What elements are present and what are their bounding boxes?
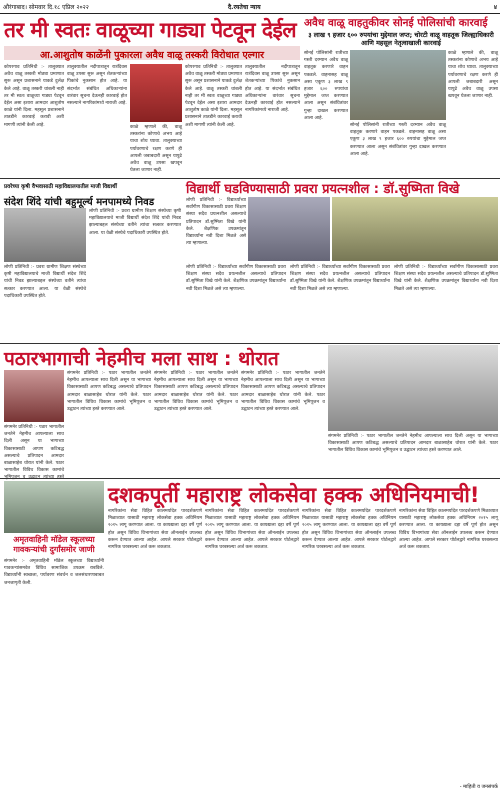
story1-photo (130, 64, 182, 122)
story4-headline: विद्यार्थी घडविण्यासाठी प्रवरा प्रयत्नशील : डॉ.सुष्मिता विखे (186, 182, 460, 197)
story1-col3: काळे म्हणाले की, वाळू तस्करांना कोणाचे अभय आहे याचा शोध घ्यावा. तालुक्याच्या पर्यावरणाचे रक्षण करणे ही आपली जबाबदारी असून यापुढे अवैध वाळू उपसा खपवून घेतला जाणार नाही. (130, 125, 182, 174)
story3-col1: लोणी प्रतिनिधी :- प्रवरा ग्रामीण शिक्षण संस्थेच्या कृषी महाविद्यालयाचे माजी विद्यार्थी संदेश शिंदे यांची निवड झाल्याबद्दल संस्थेच्या वतीने त्यांचा सत्कार करण्यात आला. या वेळी संस्थेचे पदाधिकारी उपस्थित होते. (4, 265, 86, 299)
masthead (0, 0, 500, 14)
divider (0, 478, 500, 479)
story1-subhead-band (4, 46, 300, 60)
story1-col2: तालुक्यातील नदीपात्रातून रात्रंदिवस वाळू उपसा सुरू असून शेतकऱ्यांच्या पिकांचे नुकसान होत आहे. या संदर्भात संबंधित अधिकाऱ्यांना वारंवार सूचना देऊनही कारवाई होत नसल्याने नागरिकांमध्ये नाराजी आहे. (67, 65, 127, 107)
story5-col2: संगमनेर प्रतिनिधी :- पठार भागातील जनतेने नेहमीच आपल्याला साथ दिली असून या भागाच्या विकासासाठी आपण कटिबद्ध असल्याचे प्रतिपादन आमदार बाळासाहेब थोरात यांनी केले. पठार भागातील विविध विकास कामांचे भूमिपूजन व उद्घाटन त्यांच्या हस्ते करण्यात आले. (67, 371, 151, 413)
story5-col5: संगमनेर प्रतिनिधी :- पठार भागातील जनतेने नेहमीच आपल्याला साथ दिली असून या भागाच्या विकासासाठी आपण कटिबद्ध असल्याचे प्रतिपादन आमदार बाळासाहेब थोरात यांनी केले. पठार भागातील विविध विकास कामांचे भूमिपूजन व उद्घाटन त्यांच्या हस्ते करण्यात आले. (328, 434, 498, 454)
story3-col2: लोणी प्रतिनिधी :- प्रवरा ग्रामीण शिक्षण संस्थेच्या कृषी महाविद्यालयाचे माजी विद्यार्थी संदेश शिंदे यांची निवड झाल्याबद्दल संस्थेच्या वतीने त्यांचा सत्कार करण्यात आला. या वेळी संस्थेचे पदाधिकारी उपस्थित होते. (89, 209, 181, 236)
masthead-date: औरंगाबाद। सोमवार दि.१८ एप्रिल २०२२ (3, 4, 89, 11)
story2-col1: सोनई पोलिसांनी रात्रीच्या गस्ती दरम्यान अवैध वाळू वाहतूक करणारे वाहन पकडले. वाहनासह वाळू असा एकूण ३ लाख ९ हजार ६०० रुपयांचा मुद्देमाल जप्त करण्यात आला असून संबंधितांवर गुन्हा दाखल करण्यात आला आहे. (304, 51, 348, 121)
story6-headline: दशकपूर्ती महाराष्ट्र लोकसेवा हक्क अधिनियमाची! (108, 483, 480, 507)
story4-col1: लोणी प्रतिनिधी :- विद्यार्थ्यांच्या सर्वांगीण विकासासाठी प्रवरा शिक्षण संस्था सदैव प्रयत्नशील असल्याचे प्रतिपादन डॉ.सुष्मिता विखे यांनी केले. शैक्षणिक उपक्रमांतून विद्यार्थ्यांना नवी दिशा मिळते असे त्या म्हणाल्या. (186, 198, 246, 247)
story2-col3: काळे म्हणाले की, वाळू तस्करांना कोणाचे अभय आहे याचा शोध घ्यावा. तालुक्याच्या पर्यावरणाचे रक्षण करणे ही आपली जबाबदारी असून यापुढे अवैध वाळू उपसा खपवून घेतला जाणार नाही. (448, 51, 498, 100)
story2-photo (350, 50, 446, 120)
story4-col2: लोणी प्रतिनिधी :- विद्यार्थ्यांच्या सर्वांगीण विकासासाठी प्रवरा शिक्षण संस्था सदैव प्रयत्नशील असल्याचे प्रतिपादन डॉ.सुष्मिता विखे यांनी केले. शैक्षणिक उपक्रमांतून विद्यार्थ्यांना नवी दिशा मिळते असे त्या म्हणाल्या. (186, 265, 286, 292)
story2-headline: अवैध वाळू वाहतुकीवर सोनई पोलिसांची कारवाई (304, 17, 488, 29)
story5-col4: संगमनेर प्रतिनिधी :- पठार भागातील जनतेने नेहमीच आपल्याला साथ दिली असून या भागाच्या विकासासाठी आपण कटिबद्ध असल्याचे प्रतिपादन आमदार बाळासाहेब थोरात यांनी केले. पठार भागातील विविध विकास कामांचे भूमिपूजन व उद्घाटन त्यांच्या हस्ते करण्यात आले. (241, 371, 325, 413)
story5-headline: पठारभागाची नेहमीच मला साथ : थोरात (4, 348, 279, 370)
story3-kicker: प्रवरेच्या कृषी वैभवासाठी महाविद्यालयातील माजी विद्यार्थी (4, 184, 117, 190)
story4-col3: लोणी प्रतिनिधी :- विद्यार्थ्यांच्या सर्वांगीण विकासासाठी प्रवरा शिक्षण संस्था सदैव प्रयत्नशील असल्याचे प्रतिपादन डॉ.सुष्मिता विखे यांनी केले. शैक्षणिक उपक्रमांतून विद्यार्थ्यांना नवी दिशा मिळते असे त्या म्हणाल्या. (290, 265, 390, 292)
story6-byline: - माहिती व जनसंपर्क (459, 784, 498, 790)
story6-col2: नागरिकांना सेवा विहित कालमर्यादेत पारदर्शकपणे मिळाव्यात यासाठी महाराष्ट्र लोकसेवा हक्क अधिनियम २०१५ लागू करण्यात आला. या कायद्याला दहा वर्षे पूर्ण होत असून विविध विभागांच्या सेवा ऑनलाईन उपलब्ध करून देण्यात आल्या आहेत. आपले सरकार पोर्टलद्वारे नागरिक घरबसल्या अर्ज करू शकतात. (205, 509, 299, 551)
story1-subhead: आ.आशुतोष काळेंनी पुकारला अवैध वाळू तस्करी विरोधात एल्गार (39, 50, 265, 61)
story5-col3: संगमनेर प्रतिनिधी :- पठार भागातील जनतेने नेहमीच आपल्याला साथ दिली असून या भागाच्या विकासासाठी आपण कटिबद्ध असल्याचे प्रतिपादन आमदार बाळासाहेब थोरात यांनी केले. पठार भागातील विविध विकास कामांचे भूमिपूजन व उद्घाटन त्यांच्या हस्ते करण्यात आले. (154, 371, 238, 413)
story7-col1: संगमनेर :- अमृतवाहिनी मॉडेल स्कूलच्या विद्यार्थ्यांनी गावकऱ्यांसमवेत विविध सामाजिक उपक्रम राबविले. विद्यार्थ्यांनी स्वच्छता, पर्यावरण संवर्धन व जलसंधारणाबाबत जनजागृती केली. (4, 559, 104, 586)
story2-subhead: ३ लाख ९ हजार ६०० रुपयांचा मुद्देमाल जप्त; चोरटी वाळू वाहतूक जिल्ह्याधिकारी आणि महसूल नेतृत्वाखाली कारवाई (308, 31, 494, 47)
story2-col2: सोनई पोलिसांनी रात्रीच्या गस्ती दरम्यान अवैध वाळू वाहतूक करणारे वाहन पकडले. वाहनासह वाळू असा एकूण ३ लाख ९ हजार ६०० रुपयांचा मुद्देमाल जप्त करण्यात आला असून संबंधितांवर गुन्हा दाखल करण्यात आला आहे. (350, 123, 446, 157)
divider (0, 343, 500, 344)
story6-col1: नागरिकांना सेवा विहित कालमर्यादेत पारदर्शकपणे मिळाव्यात यासाठी महाराष्ट्र लोकसेवा हक्क अधिनियम २०१५ लागू करण्यात आला. या कायद्याला दहा वर्षे पूर्ण होत असून विविध विभागांच्या सेवा ऑनलाईन उपलब्ध करून देण्यात आल्या आहेत. आपले सरकार पोर्टलद्वारे नागरिक घरबसल्या अर्ज करू शकतात. (108, 509, 202, 551)
story1-col1: कोपरगाव प्रतिनिधी :- तालुक्यात अवैध वाळू तस्करी मोठ्या प्रमाणात सुरू असून प्रशासनाने याकडे दुर्लक्ष केले आहे. वाळू तस्करी थांबली नाही तर मी स्वतः वाळूच्या गाड्या पेटवून देईल असा इशारा आमदार आशुतोष काळे यांनी दिला. महसूल प्रशासनाने तातडीने कारवाई करावी अशी मागणी त्यांनी केली आहे. (4, 65, 64, 128)
masthead-title: दै.रयतेचा न्याय (228, 4, 261, 11)
story6-col3: नागरिकांना सेवा विहित कालमर्यादेत पारदर्शकपणे मिळाव्यात यासाठी महाराष्ट्र लोकसेवा हक्क अधिनियम २०१५ लागू करण्यात आला. या कायद्याला दहा वर्षे पूर्ण होत असून विविध विभागांच्या सेवा ऑनलाईन उपलब्ध करून देण्यात आल्या आहेत. आपले सरकार पोर्टलद्वारे नागरिक घरबसल्या अर्ज करू शकतात. (302, 509, 396, 551)
story4-col4: लोणी प्रतिनिधी :- विद्यार्थ्यांच्या सर्वांगीण विकासासाठी प्रवरा शिक्षण संस्था सदैव प्रयत्नशील असल्याचे प्रतिपादन डॉ.सुष्मिता विखे यांनी केले. शैक्षणिक उपक्रमांतून विद्यार्थ्यांना नवी दिशा मिळते असे त्या म्हणाल्या. (394, 265, 498, 292)
story1-col4: कोपरगाव प्रतिनिधी :- तालुक्यात अवैध वाळू तस्करी मोठ्या प्रमाणात सुरू असून प्रशासनाने याकडे दुर्लक्ष केले आहे. वाळू तस्करी थांबली नाही तर मी स्वतः वाळूच्या गाड्या पेटवून देईल असा इशारा आमदार आशुतोष काळे यांनी दिला. महसूल प्रशासनाने तातडीने कारवाई करावी अशी मागणी त्यांनी केली आहे. (185, 65, 242, 128)
story3-headline: संदेश शिंदे यांची बहुमूर्ल्य मनपामध्ये निवड (4, 197, 155, 208)
story5-photo1 (4, 370, 64, 422)
story4-photo2 (332, 197, 498, 261)
story5-col1: संगमनेर प्रतिनिधी :- पठार भागातील जनतेने नेहमीच आपल्याला साथ दिली असून या भागाच्या विकासासाठी आपण कटिबद्ध असल्याचे प्रतिपादन आमदार बाळासाहेब थोरात यांनी केले. पठार भागातील विविध विकास कामांचे (4, 425, 64, 474)
story7-headline: अमृतवाहिनी मॉडेल स्कूलच्या गावकऱ्यांची दुर्गांसमोर जाणी (13, 535, 95, 554)
story3-photo (4, 208, 86, 262)
story7-photo (4, 481, 104, 533)
page-number: ४ (493, 4, 497, 11)
story1-headline: तर मी स्वतः वाळूच्या गाड्या पेटवून देईल (4, 18, 297, 42)
story5-photo2 (328, 345, 498, 431)
story6-col4: नागरिकांना सेवा विहित कालमर्यादेत पारदर्शकपणे मिळाव्यात यासाठी महाराष्ट्र लोकसेवा हक्क अधिनियम २०१५ लागू करण्यात आला. या कायद्याला दहा वर्षे पूर्ण होत असून विविध विभागांच्या सेवा ऑनलाईन उपलब्ध करून देण्यात आल्या आहेत. आपले सरकार पोर्टलद्वारे नागरिक घरबसल्या अर्ज करू शकतात. (399, 509, 498, 551)
story1-col5: तालुक्यातील नदीपात्रातून रात्रंदिवस वाळू उपसा सुरू असून शेतकऱ्यांच्या पिकांचे नुकसान होत आहे. या संदर्भात संबंधित अधिकाऱ्यांना वारंवार सूचना देऊनही कारवाई होत नसल्याने नागरिकांमध्ये नाराजी आहे. (245, 65, 300, 114)
story4-photo1 (248, 197, 330, 261)
